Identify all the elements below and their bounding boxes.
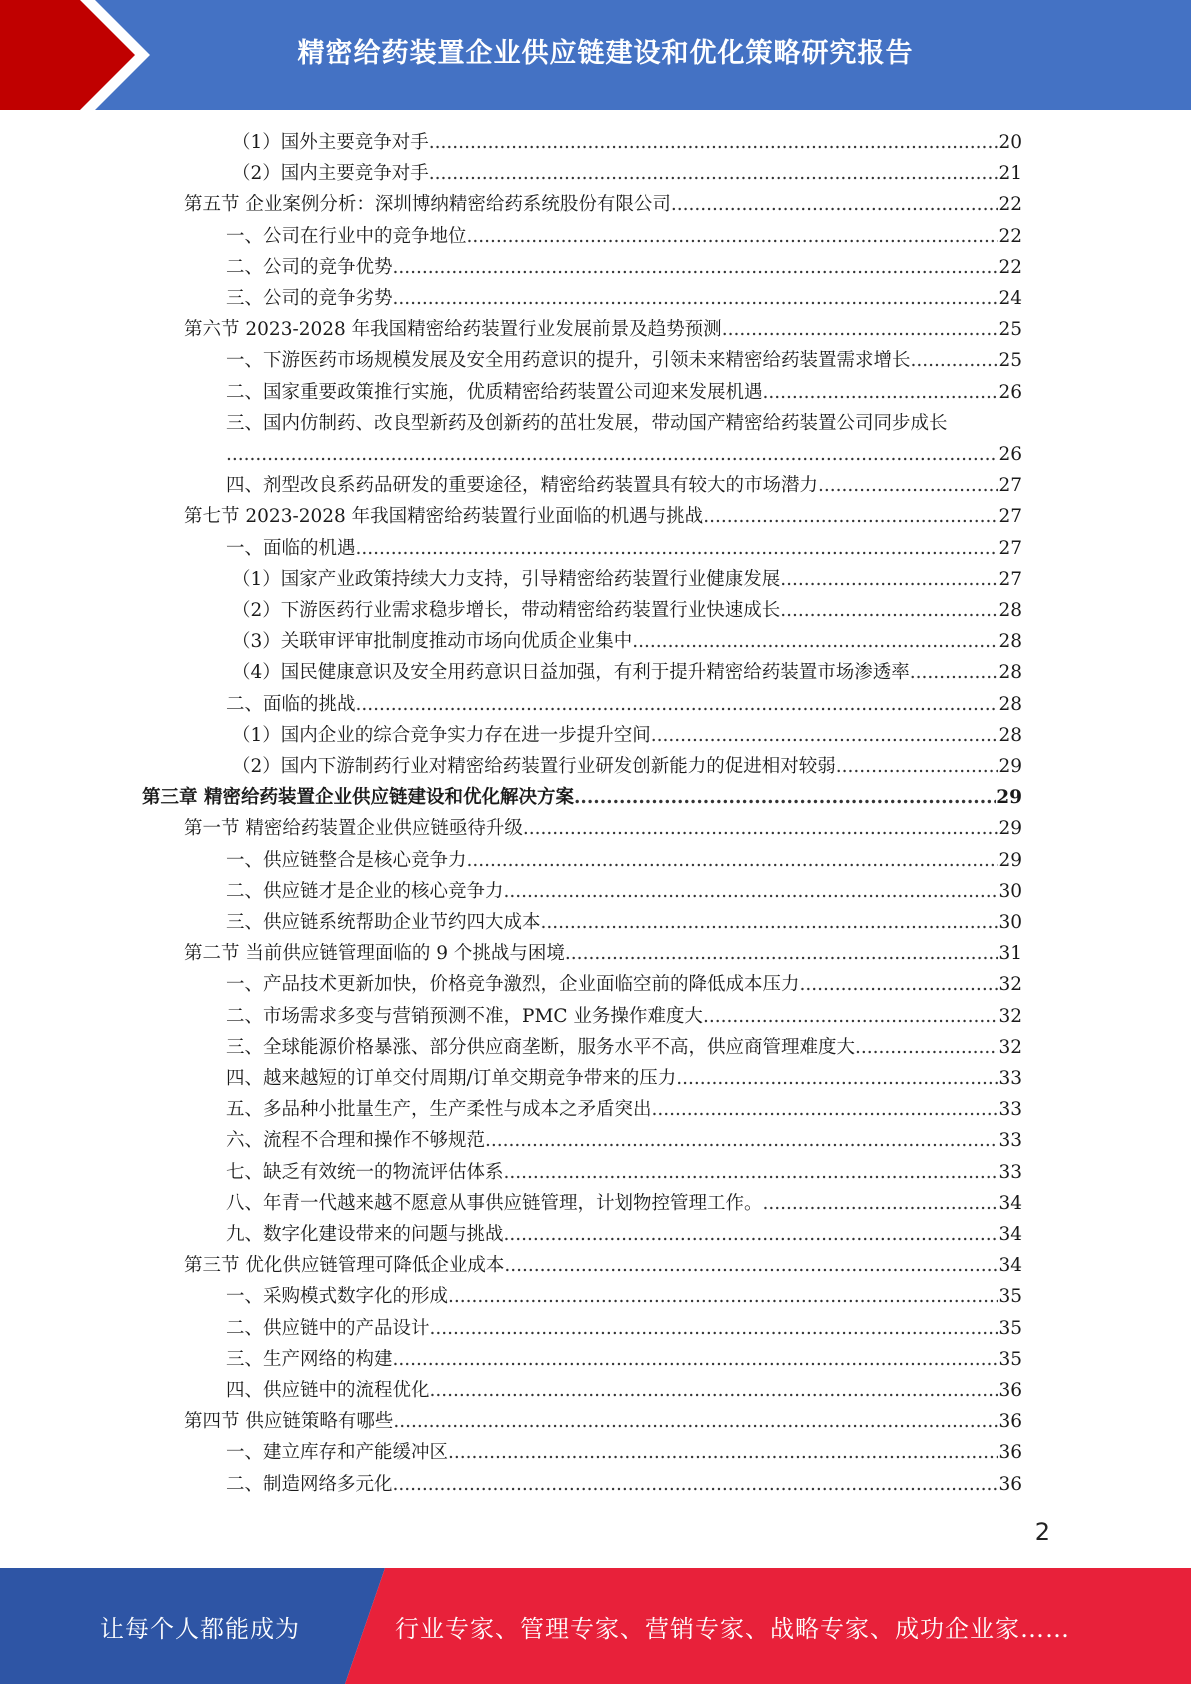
toc-entry-page: 28: [998, 724, 1022, 746]
toc-entry-title: 八、年青一代越来越不愿意从事供应链管理，计划物控管理工作。: [226, 1192, 763, 1214]
toc-entry-page: 33: [998, 1068, 1022, 1089]
toc-entry-page: 32: [998, 974, 1022, 996]
toc-entry[interactable]: [226, 470, 1022, 501]
toc-entry-title: （4）国民健康意识及安全用药意识日益加强，有利于提升精密给药装置市场渗透率: [232, 662, 910, 684]
toc-entry-title: 二、面临的挑战: [226, 693, 356, 715]
toc-entry-page: 34: [998, 1224, 1022, 1245]
toc-leader-dots: [855, 1032, 998, 1063]
toc-entry-page: 30: [998, 880, 1022, 902]
page-header: [0, 0, 1191, 110]
toc-entry-page: 25: [998, 350, 1022, 372]
toc-leader-dots: [504, 1219, 999, 1250]
toc-entry-page: 29: [998, 849, 1022, 871]
footer-slogan-right: 行业专家、管理专家、营销专家、战略专家、成功企业家……: [395, 1614, 1070, 1643]
report-title: 精密给药装置企业供应链建设和优化策略研究报告: [297, 37, 914, 69]
toc-entry-title: 四、剂型改良系药品研发的重要途径，精密给药装置具有较大的市场潜力: [226, 475, 819, 497]
toc-leader-dots: [430, 1313, 999, 1344]
toc-entry-title: 三、生产网络的构建: [226, 1348, 393, 1370]
toc-leader-dots: [671, 189, 999, 220]
toc-entry-title: 一、供应链整合是核心竞争力: [226, 849, 467, 871]
toc-entry[interactable]: [226, 533, 1022, 564]
toc-entry[interactable]: [232, 626, 1022, 657]
toc-entry-page: 32: [998, 1036, 1022, 1058]
header-arrow-red: [0, 0, 135, 110]
toc-entry-page: 33: [998, 1130, 1022, 1152]
toc-leader-dots: [800, 969, 999, 1000]
toc-leader-dots: [356, 689, 999, 720]
toc-entry-title: （1）国内企业的综合竞争实力存在进一步提升空间: [232, 724, 651, 746]
toc-leader-dots: [429, 127, 999, 158]
toc-entry-title: 七、缺乏有效统一的物流评估体系: [226, 1161, 504, 1183]
toc-leader-dots: [632, 626, 998, 657]
toc-entry[interactable]: [184, 1250, 1022, 1281]
toc-leader-dots: [780, 564, 998, 595]
toc-entry-page: 34: [998, 1255, 1022, 1277]
toc-leader-dots: [541, 907, 999, 938]
toc-leader-dots: [523, 813, 999, 844]
toc-leader-dots: [565, 938, 999, 969]
toc-entry-page: 25: [998, 319, 1022, 341]
toc-entry[interactable]: [226, 1125, 1022, 1156]
toc-entry-title: 四、越来越短的订单交付周期/订单交期竞争带来的压力: [226, 1068, 677, 1089]
toc-entry-title: 二、制造网络多元化: [226, 1473, 393, 1495]
toc-entry-page: 35: [998, 1286, 1022, 1308]
toc-leader-dots: [504, 1250, 998, 1281]
toc-entry-title: （1）国家产业政策持续大力支持，引导精密给药装置行业健康发展: [232, 568, 781, 590]
toc-leader-dots: [448, 1437, 998, 1468]
toc-entry-title: 三、国内仿制药、改良型新药及创新药的茁壮发展，带动国产精密给药装置公司同步成长: [226, 412, 948, 434]
toc-entry[interactable]: [232, 564, 1022, 595]
toc-entry-title: 三、公司的竞争劣势: [226, 288, 393, 309]
toc-entry-title: 三、供应链系统帮助企业节约四大成本: [226, 912, 541, 933]
toc-leader-dots: [763, 1188, 999, 1219]
toc-entry[interactable]: [226, 1094, 1022, 1125]
toc-entry-page: 28: [998, 631, 1022, 653]
toc-leader-dots: [703, 501, 998, 532]
toc-entry-page: 30: [998, 912, 1022, 933]
toc-leader-dots: [393, 1469, 999, 1500]
toc-entry-title: （3）关联审评审批制度推动市场向优质企业集中: [232, 631, 633, 653]
toc-entry-title: 五、多品种小批量生产，生产柔性与成本之矛盾突出: [226, 1099, 652, 1121]
toc-entry-title: 二、公司的竞争优势: [226, 256, 393, 278]
toc-entry-page: 27: [998, 506, 1022, 528]
toc-entry-title: 二、供应链才是企业的核心竞争力: [226, 880, 504, 902]
toc-entry[interactable]: [232, 720, 1022, 751]
toc-leader-dots: [703, 1001, 999, 1032]
toc-entry-title: 一、面临的机遇: [226, 537, 356, 559]
toc-entry-title: 一、公司在行业中的竞争地位: [226, 225, 467, 247]
toc-leader-dots: [356, 533, 999, 564]
toc-entry-page: 36: [998, 1442, 1022, 1464]
toc-entry-page: 27: [998, 568, 1022, 590]
toc-entry-title: 第四节 供应链策略有哪些: [184, 1411, 394, 1433]
toc-entry[interactable]: [232, 595, 1022, 626]
toc-entry-title: 二、供应链中的产品设计: [226, 1317, 430, 1339]
toc-entry-page: 35: [998, 1317, 1022, 1339]
toc-entry[interactable]: [232, 158, 1022, 189]
toc-entry-page: 29: [998, 818, 1022, 840]
toc-entry-page: 33: [998, 1161, 1022, 1183]
toc-leader-dots: [429, 158, 999, 189]
page-number: 2: [1034, 1518, 1050, 1546]
toc-leader-dots: [467, 221, 999, 252]
toc-entry[interactable]: [226, 845, 1022, 876]
toc-leader-dots: [911, 345, 999, 376]
toc-leader-dots: [226, 439, 998, 470]
toc-entry-page: 28: [998, 600, 1022, 621]
toc-entry[interactable]: [184, 813, 1022, 844]
toc-entry-page: 28: [998, 662, 1022, 684]
toc-entry[interactable]: [226, 969, 1022, 1000]
toc-entry-page: 21: [998, 163, 1022, 185]
toc-entry[interactable]: [226, 1375, 1022, 1406]
toc-entry-page: 22: [998, 225, 1022, 247]
toc-entry[interactable]: [226, 1313, 1022, 1344]
toc-entry-title: 第五节 企业案例分析：深圳博纳精密给药系统股份有限公司: [184, 194, 671, 216]
toc-entry-page: 36: [998, 1411, 1022, 1433]
toc-entry[interactable]: [232, 657, 1022, 688]
toc-entry[interactable]: [226, 408, 1022, 470]
toc-leader-dots: [651, 720, 999, 751]
page-footer: [0, 1568, 1191, 1684]
toc-leader-dots: [448, 1281, 998, 1312]
toc-entry[interactable]: [226, 1281, 1022, 1312]
toc-leader-dots: [504, 876, 999, 907]
toc-entry-title: 第一节 精密给药装置企业供应链亟待升级: [184, 818, 523, 840]
toc-entry[interactable]: [184, 314, 1022, 345]
toc-leader-dots: [780, 595, 998, 626]
toc-leader-dots: [836, 751, 999, 782]
toc-entry-page: 27: [998, 475, 1022, 497]
toc-entry-page: 22: [998, 256, 1022, 278]
toc-entry[interactable]: [184, 1406, 1022, 1437]
toc-leader-dots: [574, 782, 996, 813]
toc-entry[interactable]: [226, 221, 1022, 252]
toc-entry[interactable]: [226, 689, 1022, 720]
footer-slogan-left: 让每个人都能成为: [100, 1614, 300, 1643]
toc-entry[interactable]: [226, 283, 1022, 314]
toc-entry[interactable]: [226, 1188, 1022, 1219]
toc-entry[interactable]: [226, 876, 1022, 907]
toc-leader-dots: [676, 1063, 998, 1094]
toc-leader-dots: [393, 1344, 999, 1375]
toc-leader-dots: [504, 1157, 999, 1188]
toc-entry[interactable]: [226, 1344, 1022, 1375]
toc-leader-dots: [393, 283, 999, 314]
toc-entry-title: 二、市场需求多变与营销预测不准，PMC 业务操作难度大: [226, 1005, 703, 1027]
toc-entry-title: 三、全球能源价格暴涨、部分供应商垄断，服务水平不高，供应商管理难度大: [226, 1036, 856, 1058]
toc-entry-title: 第二节 当前供应链管理面临的 9 个挑战与困境: [184, 943, 565, 965]
toc-entry[interactable]: [184, 938, 1022, 969]
toc-entry-page: 33: [998, 1099, 1022, 1121]
toc-leader-dots: [910, 657, 999, 688]
toc-entry-title: 第七节 2023-2028 年我国精密给药装置行业面临的机遇与挑战: [184, 506, 704, 528]
toc-entry-page: 29: [998, 756, 1022, 777]
toc-entry[interactable]: [226, 1469, 1022, 1500]
toc-entry-title: 二、国家重要政策推行实施，优质精密给药装置公司迎来发展机遇: [226, 381, 763, 403]
toc-entry[interactable]: [226, 1063, 1022, 1094]
toc-leader-dots: [467, 845, 999, 876]
toc-entry[interactable]: [226, 1001, 1022, 1032]
toc-entry[interactable]: [184, 501, 1022, 532]
toc-entry-page: 26: [998, 443, 1022, 465]
toc-entry[interactable]: [142, 782, 1022, 813]
toc-entry-page: 36: [998, 1380, 1022, 1401]
toc-leader-dots: [652, 1094, 999, 1125]
toc-entry-title: 一、产品技术更新加快，价格竞争激烈，企业面临空前的降低成本压力: [226, 974, 800, 996]
toc-leader-dots: [722, 314, 999, 345]
toc-entry-page: 24: [998, 288, 1022, 309]
toc-entry-page: 35: [998, 1348, 1022, 1370]
toc-entry-title: （1）国外主要竞争对手: [232, 132, 429, 153]
toc-entry[interactable]: [226, 377, 1022, 408]
toc-entry-title: 第六节 2023-2028 年我国精密给药装置行业发展前景及趋势预测: [184, 319, 722, 341]
toc-entry-title: 六、流程不合理和操作不够规范: [226, 1130, 486, 1152]
toc-entry-page: 22: [998, 194, 1022, 216]
toc-entry-title: 一、下游医药市场规模发展及安全用药意识的提升，引领未来精密给药装置需求增长: [226, 350, 911, 372]
toc-entry[interactable]: [226, 1219, 1022, 1250]
toc-entry-page: 36: [998, 1473, 1022, 1495]
toc-entry-page: 20: [998, 132, 1022, 153]
toc-entry[interactable]: [226, 1032, 1022, 1063]
toc-leader-dots: [393, 252, 999, 283]
toc-entry-page: 29: [996, 787, 1022, 809]
toc-entry-title: （2）下游医药行业需求稳步增长，带动精密给药装置行业快速成长: [232, 600, 781, 621]
toc-entry[interactable]: [232, 127, 1022, 158]
toc-entry[interactable]: [226, 252, 1022, 283]
toc-leader-dots: [763, 377, 999, 408]
toc-entry-title: 一、采购模式数字化的形成: [226, 1286, 449, 1308]
toc-leader-dots: [393, 1406, 998, 1437]
toc-entry-page: 32: [998, 1005, 1022, 1027]
toc-entry-title: 九、数字化建设带来的问题与挑战: [226, 1224, 504, 1245]
toc-entry-title: （2）国内主要竞争对手: [232, 163, 429, 185]
toc-entry-title: 第三节 优化供应链管理可降低企业成本: [184, 1255, 505, 1277]
toc-entry[interactable]: [226, 345, 1022, 376]
toc-entry-page: 27: [998, 537, 1022, 559]
toc-entry-title: 四、供应链中的流程优化: [226, 1380, 430, 1401]
toc-entry[interactable]: [232, 751, 1022, 782]
toc-entry-page: 34: [998, 1192, 1022, 1214]
toc-leader-dots: [430, 1375, 999, 1406]
toc-entry-title: 第三章 精密给药装置企业供应链建设和优化解决方案: [142, 787, 574, 809]
toc-entry-page: 26: [998, 381, 1022, 403]
toc-entry[interactable]: [226, 1437, 1022, 1468]
toc-leader-dots: [485, 1125, 998, 1156]
toc-entry-title: 一、建立库存和产能缓冲区: [226, 1442, 449, 1464]
toc-entry[interactable]: [226, 907, 1022, 938]
toc-entry-page: 28: [998, 693, 1022, 715]
toc-entry[interactable]: [226, 1157, 1022, 1188]
toc-leader-dots: [818, 470, 998, 501]
toc-entry-page: 31: [998, 943, 1022, 965]
toc-entry[interactable]: [184, 189, 1022, 220]
toc-entry-title: （2）国内下游制药行业对精密给药装置行业研发创新能力的促进相对较弱: [232, 756, 836, 777]
